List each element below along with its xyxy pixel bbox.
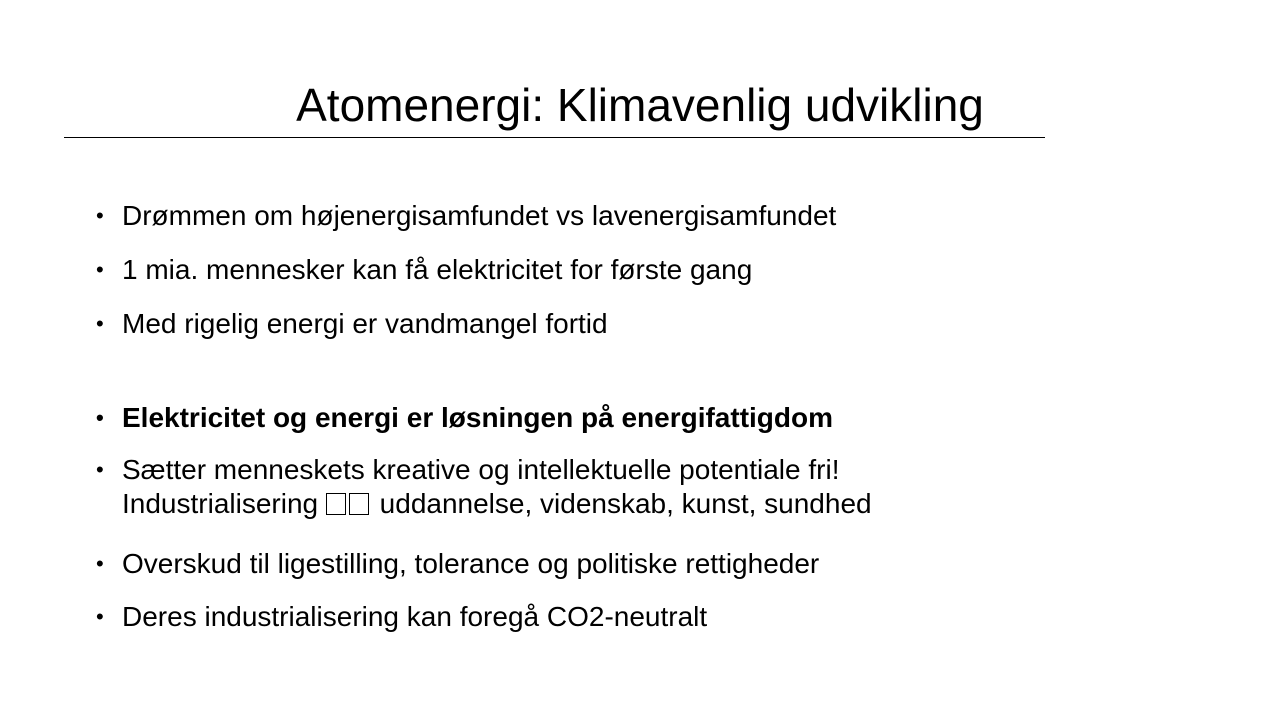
bullet-text-multiline	[122, 453, 872, 521]
bullet-line-2	[122, 487, 872, 521]
title-underline	[64, 137, 1045, 138]
bullet-dot: •	[96, 604, 104, 629]
bullet-text: Elektricitet og energi er løsningen på energifattigdom	[122, 402, 834, 433]
bullet-dot: •	[96, 311, 104, 336]
bullet-line-2-suffix: uddannelse, videnskab, kunst, sundhed	[379, 488, 872, 519]
bullet-line-2-prefix: Industrialisering	[122, 488, 319, 519]
bullet-text: Med rigelig energi er vandmangel fortid	[122, 308, 608, 339]
bullet-dot: •	[96, 457, 104, 482]
bullet-dot: •	[96, 551, 104, 576]
bullet-dot: •	[96, 203, 104, 228]
missing-glyph-icon	[326, 493, 346, 515]
bullet-dot: •	[96, 257, 104, 282]
bullet-text: Deres industrialisering kan foregå CO2-neutralt	[122, 601, 708, 632]
bullet-line-1: Sætter menneskets kreative og intellektuelle potentiale fri!	[122, 454, 840, 485]
bullet-dot: •	[96, 405, 104, 430]
bullet-text: Overskud til ligestilling, tolerance og politiske rettigheder	[122, 548, 820, 579]
missing-glyph-icon	[349, 493, 369, 515]
bullet-text: 1 mia. mennesker kan få elektricitet for første gang	[122, 254, 753, 285]
bullet-text: Drømmen om højenergisamfundet vs lavenergisamfundet	[122, 200, 837, 231]
slide-title: Atomenergi: Klimavenlig udvikling	[296, 79, 984, 131]
